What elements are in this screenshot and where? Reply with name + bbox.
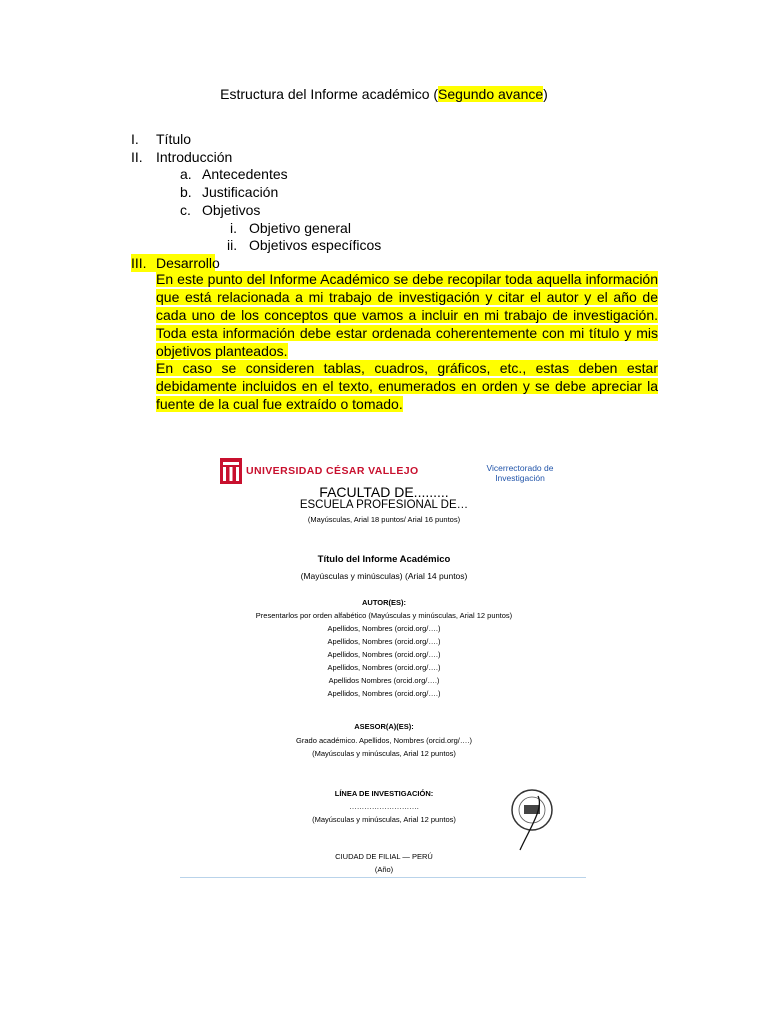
cover-linea-note: (Mayúsculas y minúsculas, Arial 12 puntos) [312,815,456,824]
cover-escuela-note: (Mayúsculas, Arial 18 puntos/ Arial 16 puntos) [307,515,461,524]
cover-autor: Apellidos, Nombres (orcid.org/….) [327,663,441,672]
page-title [0,85,768,103]
desarrollo-paragraph-1: En este punto del Informe Académico se debe recopilar toda aquella información que está relacionada a mi trabajo de investigación y citar el autor y el año de cada uno de los conceptos que vamos a incluir en mi trabajo de investigación. Toda esta información debe estar ordenada coherentemente con mi título y mis objetivos planteados. [156,271,658,359]
cover-asesor-line: Grado académico. Apellidos, Nombres (orcid.org/….) [296,736,472,745]
title-highlight: Segundo avance [438,86,544,102]
cover-linea-heading: LÍNEA DE INVESTIGACIÓN: [334,789,434,798]
cover-ciudad: CIUDAD DE FILIAL — PERÚ [335,852,433,861]
university-name: UNIVERSIDAD CÉSAR VALLEJO [246,465,419,477]
cover-autor: Apellidos, Nombres (orcid.org/….) [327,650,441,659]
cover-page-image [180,448,588,880]
cover-bottom-rule [180,877,586,878]
cover-escuela: ESCUELA PROFESIONAL DE… [299,499,469,511]
cover-autor: Apellidos, Nombres (orcid.org/….) [327,689,441,698]
title-suffix: ) [543,86,548,102]
cover-autor: Apellidos, Nombres (orcid.org/….) [327,624,441,633]
title-prefix: Estructura del Informe académico ( [220,86,439,102]
cover-autor: Apellidos, Nombres (orcid.org/….) [327,637,441,646]
seal-stamp-icon [508,788,556,852]
cover-anio: (Año) [374,865,394,874]
cover-titulo: Título del Informe Académico [317,554,451,565]
cover-titulo-note: (Mayúsculas y minúsculas) (Arial 14 puntos) [300,571,468,581]
cover-autores-heading: AUTOR(ES): [361,598,407,607]
cover-asesor-heading: ASESOR(A)(ES): [354,722,414,731]
cover-autor: Apellidos Nombres (orcid.org/….) [328,676,440,685]
document-page: Estructura del Informe académico (Segundo avance) I. Título II. Introducción a. Antecedentes b. Justificación c. Objetivos i. Objetivo general ii. Objetivos específicos III. Desarrollo En este punto del Informe Académico se debe recopilar toda aquella información que está relacionada a mi trabajo de investigación y citar el autor y el año de cada uno de los conceptos que vamos a incluir en mi trabajo de investigación. Toda esta información debe estar ordenada coherentemente con mi título y mis objetivos planteados. En caso se consideren tablas, cuadros, gráficos, etc., estas deben estar debidamente incluidos en el texto, enumerados en orden y se debe apreciar la fuente de la cual fue extraído o tomado. UNIVERSIDAD CÉSAR VALLEJO Vicerrectorado de Investigación FACULTAD DE......... ESCUELA PROFESIONAL DE… (Mayúsculas, Arial 18 puntos/ Arial 16 puntos) Título del Informe Académico (Mayúsculas y minúsculas) (Arial 14 puntos) AUTOR(ES): Presentarlos por orden alfabético (Mayúsculas y minúsculas, Arial 12 puntos) Apellidos, Nombres (orcid.org/….) Apellidos, Nombres (orcid.org/….) Apellidos, Nombres (orcid.org/….) Apellidos, Nombres (orcid.org/….) Apellidos Nombres (orcid.org/….) Apellidos, Nombres (orcid.org/….) ASESOR(A)(ES): Grado académico. Apellidos, Nombres (orcid.org/….) (Mayúsculas y minúsculas, Arial 12 puntos) LÍNEA DE INVESTIGACIÓN: ………………………. (Mayúsculas y minúsculas, Arial 12 puntos) CIUDAD DE FILIAL — PERÚ (Año) [0,0,768,1024]
cover-linea-dots: ………………………. [349,802,419,811]
cover-facultad: FACULTAD DE......... [319,484,449,500]
cover-autores-note: Presentarlos por orden alfabético (Mayúsculas y minúsculas, Arial 12 puntos) [255,611,513,620]
ucv-logo-icon [220,458,242,484]
desarrollo-paragraph-2: En caso se consideren tablas, cuadros, gráficos, etc., estas deben estar debidamente incluidos en el texto, enumerados en orden y se debe apreciar la fuente de la cual fue extraído o tomado. [156,360,658,412]
vicerrectorado-label: Vicerrectorado de Investigación [486,463,554,483]
cover-asesor-note: (Mayúsculas y minúsculas, Arial 12 puntos) [312,749,456,758]
outline-item-desarrollo: III. Desarrollo [131,255,220,271]
